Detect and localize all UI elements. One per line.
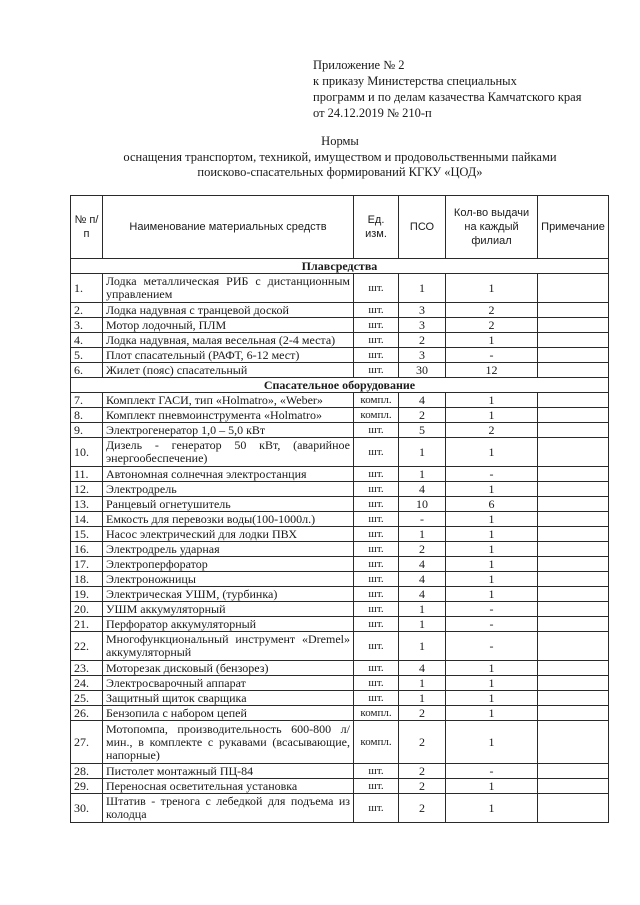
cell-name: Бензопила с набором цепей	[103, 706, 354, 721]
header-unit: Ед. изм.	[354, 196, 399, 259]
cell-num: 13.	[71, 497, 103, 512]
cell-name: Емкость для перевозки воды(100-1000л.)	[103, 512, 354, 527]
cell-note	[538, 423, 609, 438]
cell-note	[538, 794, 609, 823]
cell-note	[538, 527, 609, 542]
cell-qty: -	[446, 632, 538, 661]
cell-unit: шт.	[354, 467, 399, 482]
cell-note	[538, 676, 609, 691]
cell-qty: 6	[446, 497, 538, 512]
title-line: Нормы	[321, 134, 359, 148]
table-row	[71, 423, 609, 438]
cell-pso: 30	[399, 363, 446, 378]
cell-num: 16.	[71, 542, 103, 557]
cell-unit: шт.	[354, 423, 399, 438]
cell-pso: 1	[399, 691, 446, 706]
cell-pso: 4	[399, 393, 446, 408]
cell-pso: 1	[399, 632, 446, 661]
cell-name: Лодка надувная с транцевой доской	[103, 303, 354, 318]
cell-pso: -	[399, 512, 446, 527]
cell-qty: -	[446, 764, 538, 779]
appendix-line: от 24.12.2019 № 210-п	[313, 106, 432, 120]
cell-num: 4.	[71, 333, 103, 348]
cell-unit: шт.	[354, 303, 399, 318]
cell-name: УШМ аккумуляторный	[103, 602, 354, 617]
cell-pso: 3	[399, 303, 446, 318]
table-row	[71, 438, 609, 467]
cell-num: 7.	[71, 393, 103, 408]
cell-qty: 1	[446, 512, 538, 527]
cell-name: Автономная солнечная электростанция	[103, 467, 354, 482]
title-line: поисково-спасательных формирований КГКУ «ЦОД»	[197, 165, 483, 179]
cell-pso: 4	[399, 482, 446, 497]
cell-name: Плот спасательный (РАФТ, 6-12 мест)	[103, 348, 354, 363]
header-num: № п/п	[71, 196, 103, 259]
cell-pso: 1	[399, 527, 446, 542]
table-row	[71, 527, 609, 542]
cell-num: 15.	[71, 527, 103, 542]
section-row	[71, 378, 609, 393]
cell-unit: шт.	[354, 527, 399, 542]
cell-num: 18.	[71, 572, 103, 587]
cell-unit: шт.	[354, 676, 399, 691]
cell-qty: -	[446, 467, 538, 482]
cell-qty: 1	[446, 676, 538, 691]
cell-num: 8.	[71, 408, 103, 423]
table-row	[71, 676, 609, 691]
cell-pso: 2	[399, 408, 446, 423]
cell-unit: шт.	[354, 482, 399, 497]
cell-note	[538, 764, 609, 779]
cell-unit: компл.	[354, 408, 399, 423]
cell-num: 3.	[71, 318, 103, 333]
cell-num: 12.	[71, 482, 103, 497]
cell-name: Жилет (пояс) спасательный	[103, 363, 354, 378]
cell-name: Электродрель	[103, 482, 354, 497]
cell-qty: -	[446, 348, 538, 363]
cell-unit: шт.	[354, 602, 399, 617]
cell-unit: компл.	[354, 393, 399, 408]
cell-num: 19.	[71, 587, 103, 602]
cell-note	[538, 706, 609, 721]
cell-pso: 2	[399, 333, 446, 348]
table-row	[71, 721, 609, 764]
cell-unit: шт.	[354, 794, 399, 823]
cell-num: 11.	[71, 467, 103, 482]
cell-note	[538, 408, 609, 423]
cell-unit: шт.	[354, 318, 399, 333]
cell-note	[538, 438, 609, 467]
table-row	[71, 408, 609, 423]
table-row	[71, 542, 609, 557]
cell-qty: 1	[446, 527, 538, 542]
table-row	[71, 587, 609, 602]
table-row	[71, 348, 609, 363]
table-row	[71, 602, 609, 617]
cell-unit: шт.	[354, 779, 399, 794]
appendix-line: к приказу Министерства специальных	[313, 74, 517, 88]
document-title	[70, 134, 610, 181]
appendix-header	[313, 57, 633, 121]
table-row	[71, 318, 609, 333]
cell-num: 20.	[71, 602, 103, 617]
cell-note	[538, 333, 609, 348]
cell-note	[538, 363, 609, 378]
cell-pso: 1	[399, 438, 446, 467]
cell-num: 2.	[71, 303, 103, 318]
table-row	[71, 661, 609, 676]
cell-unit: шт.	[354, 333, 399, 348]
table-row	[71, 363, 609, 378]
cell-qty: 1	[446, 274, 538, 303]
cell-pso: 2	[399, 721, 446, 764]
cell-unit: компл.	[354, 721, 399, 764]
cell-unit: шт.	[354, 557, 399, 572]
cell-unit: шт.	[354, 348, 399, 363]
table-row	[71, 497, 609, 512]
table-row	[71, 764, 609, 779]
cell-num: 6.	[71, 363, 103, 378]
cell-name: Лодка надувная, малая весельная (2-4 места)	[103, 333, 354, 348]
cell-note	[538, 274, 609, 303]
cell-note	[538, 393, 609, 408]
cell-name: Защитный щиток сварщика	[103, 691, 354, 706]
cell-name: Пистолет монтажный ПЦ-84	[103, 764, 354, 779]
cell-pso: 2	[399, 764, 446, 779]
table-body	[71, 259, 609, 823]
cell-num: 17.	[71, 557, 103, 572]
section-title: Спасательное оборудование	[71, 378, 609, 393]
section-title: Плавсредства	[71, 259, 609, 274]
cell-unit: шт.	[354, 274, 399, 303]
table-row	[71, 467, 609, 482]
cell-name: Дизель - генератор 50 кВт, (аварийное энергообеспечение)	[103, 438, 354, 467]
cell-num: 14.	[71, 512, 103, 527]
cell-num: 9.	[71, 423, 103, 438]
cell-note	[538, 602, 609, 617]
cell-qty: 1	[446, 706, 538, 721]
cell-unit: шт.	[354, 617, 399, 632]
cell-name: Электроножницы	[103, 572, 354, 587]
cell-unit: шт.	[354, 661, 399, 676]
cell-unit: шт.	[354, 572, 399, 587]
cell-note	[538, 587, 609, 602]
cell-unit: компл.	[354, 706, 399, 721]
cell-qty: 1	[446, 408, 538, 423]
cell-note	[538, 617, 609, 632]
norms-table	[70, 195, 609, 823]
section-row	[71, 259, 609, 274]
cell-note	[538, 303, 609, 318]
header-note: Примечание	[538, 196, 609, 259]
cell-name: Ранцевый огнетушитель	[103, 497, 354, 512]
cell-note	[538, 542, 609, 557]
table-row	[71, 333, 609, 348]
cell-qty: -	[446, 617, 538, 632]
table-row	[71, 482, 609, 497]
cell-qty: 1	[446, 333, 538, 348]
cell-name: Электрическая УШМ, (турбинка)	[103, 587, 354, 602]
cell-note	[538, 348, 609, 363]
cell-pso: 3	[399, 348, 446, 363]
cell-name: Мотор лодочный, ПЛМ	[103, 318, 354, 333]
cell-unit: шт.	[354, 587, 399, 602]
cell-num: 29.	[71, 779, 103, 794]
cell-num: 5.	[71, 348, 103, 363]
cell-num: 21.	[71, 617, 103, 632]
cell-name: Электродрель ударная	[103, 542, 354, 557]
cell-name: Электросварочный аппарат	[103, 676, 354, 691]
title-line: оснащения транспортом, техникой, имуществом и продовольственными пайками	[123, 149, 557, 164]
cell-qty: 2	[446, 318, 538, 333]
cell-unit: шт.	[354, 438, 399, 467]
cell-name: Комплект пневмоинструмента «Holmatro»	[103, 408, 354, 423]
table-row	[71, 512, 609, 527]
cell-qty: 1	[446, 691, 538, 706]
header-pso: ПСО	[399, 196, 446, 259]
cell-qty: 1	[446, 661, 538, 676]
cell-pso: 4	[399, 587, 446, 602]
cell-pso: 1	[399, 274, 446, 303]
cell-qty: 1	[446, 482, 538, 497]
cell-num: 22.	[71, 632, 103, 661]
cell-qty: 1	[446, 572, 538, 587]
cell-name: Мотопомпа, производительность 600-800 л/мин., в комплекте с рукавами (всасывающие, напорные)	[103, 721, 354, 764]
cell-pso: 2	[399, 542, 446, 557]
cell-pso: 1	[399, 676, 446, 691]
cell-unit: шт.	[354, 363, 399, 378]
cell-pso: 4	[399, 661, 446, 676]
header-qty: Кол-во выдачи на каждый филиал	[446, 196, 538, 259]
cell-pso: 2	[399, 794, 446, 823]
cell-num: 25.	[71, 691, 103, 706]
cell-name: Лодка металлическая РИБ с дистанционным управлением	[103, 274, 354, 303]
cell-num: 27.	[71, 721, 103, 764]
cell-name: Комплект ГАСИ, тип «Holmatro», «Weber»	[103, 393, 354, 408]
cell-name: Электрогенератор 1,0 – 5,0 кВт	[103, 423, 354, 438]
cell-qty: 2	[446, 423, 538, 438]
cell-name: Переносная осветительная установка	[103, 779, 354, 794]
cell-num: 28.	[71, 764, 103, 779]
cell-pso: 2	[399, 779, 446, 794]
cell-note	[538, 557, 609, 572]
appendix-line: Приложение № 2	[313, 58, 405, 72]
table-row	[71, 557, 609, 572]
cell-note	[538, 482, 609, 497]
cell-pso: 10	[399, 497, 446, 512]
cell-note	[538, 779, 609, 794]
cell-num: 30.	[71, 794, 103, 823]
table-row	[71, 303, 609, 318]
cell-qty: 1	[446, 438, 538, 467]
cell-pso: 1	[399, 467, 446, 482]
cell-name: Электроперфоратор	[103, 557, 354, 572]
cell-unit: шт.	[354, 632, 399, 661]
cell-pso: 1	[399, 602, 446, 617]
cell-num: 26.	[71, 706, 103, 721]
cell-qty: 1	[446, 557, 538, 572]
cell-unit: шт.	[354, 691, 399, 706]
cell-name: Штатив - тренога с лебедкой для подъема из колодца	[103, 794, 354, 823]
cell-unit: шт.	[354, 764, 399, 779]
header-name: Наименование материальных средств	[103, 196, 354, 259]
table-row	[71, 572, 609, 587]
cell-pso: 5	[399, 423, 446, 438]
cell-qty: 1	[446, 542, 538, 557]
cell-note	[538, 661, 609, 676]
cell-qty: 2	[446, 303, 538, 318]
cell-pso: 1	[399, 617, 446, 632]
table-header-row	[71, 196, 609, 259]
cell-num: 23.	[71, 661, 103, 676]
table-row	[71, 706, 609, 721]
cell-pso: 3	[399, 318, 446, 333]
table-row	[71, 632, 609, 661]
cell-num: 24.	[71, 676, 103, 691]
table-row	[71, 617, 609, 632]
cell-note	[538, 467, 609, 482]
cell-unit: шт.	[354, 542, 399, 557]
cell-name: Насос электрический для лодки ПВХ	[103, 527, 354, 542]
cell-qty: 12	[446, 363, 538, 378]
cell-unit: шт.	[354, 497, 399, 512]
cell-pso: 4	[399, 572, 446, 587]
cell-num: 1.	[71, 274, 103, 303]
table-row	[71, 274, 609, 303]
cell-note	[538, 721, 609, 764]
cell-qty: 1	[446, 779, 538, 794]
cell-note	[538, 318, 609, 333]
cell-qty: 1	[446, 393, 538, 408]
cell-pso: 4	[399, 557, 446, 572]
cell-unit: шт.	[354, 512, 399, 527]
cell-qty: 1	[446, 794, 538, 823]
cell-name: Моторезак дисковый (бензорез)	[103, 661, 354, 676]
cell-name: Перфоратор аккумуляторный	[103, 617, 354, 632]
cell-qty: -	[446, 602, 538, 617]
cell-note	[538, 572, 609, 587]
table-row	[71, 779, 609, 794]
cell-qty: 1	[446, 587, 538, 602]
cell-num: 10.	[71, 438, 103, 467]
cell-pso: 2	[399, 706, 446, 721]
cell-note	[538, 632, 609, 661]
table-row	[71, 393, 609, 408]
table-row	[71, 794, 609, 823]
cell-note	[538, 691, 609, 706]
table-row	[71, 691, 609, 706]
cell-note	[538, 497, 609, 512]
cell-qty: 1	[446, 721, 538, 764]
cell-name: Многофункциональный инструмент «Dremel» аккумуляторный	[103, 632, 354, 661]
appendix-line: программ и по делам казачества Камчатского края	[313, 90, 582, 104]
cell-note	[538, 512, 609, 527]
